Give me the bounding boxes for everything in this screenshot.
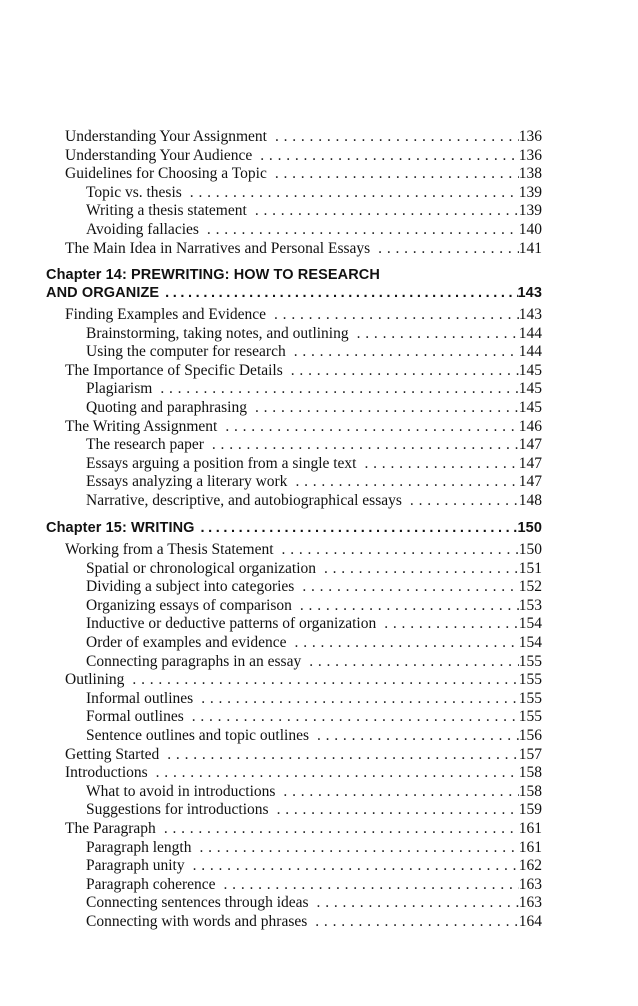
toc-entry[interactable]	[65, 746, 542, 764]
toc-entry[interactable]	[86, 783, 542, 801]
toc-entry-page-number: 152	[518, 578, 542, 596]
toc-entry-title: Quoting and paraphrasing	[86, 399, 247, 416]
dot-leader	[216, 876, 519, 894]
toc-entry-title: Organizing essays of comparison	[86, 596, 292, 614]
toc-entry-title: Paragraph coherence	[86, 875, 216, 893]
toc-entry-title: The research paper	[86, 436, 204, 454]
toc-entry-page-number: 161	[518, 838, 542, 856]
dot-leader	[269, 801, 519, 819]
toc-entry-title: Informal outlines	[86, 689, 194, 707]
dot-leader	[349, 325, 519, 343]
toc-entry-title: Essays arguing a position from a single text	[86, 454, 357, 472]
chapter-14-title-line-1	[46, 266, 542, 284]
toc-entry-page-number: 158	[518, 782, 542, 800]
dot-leader	[376, 615, 519, 633]
toc-entry-title: What to avoid in introductions	[86, 782, 276, 800]
toc-entry[interactable]	[86, 857, 542, 875]
toc-entry-title: Writing a thesis statement	[86, 202, 247, 220]
toc-entry[interactable]	[65, 240, 542, 258]
toc-entry[interactable]	[65, 165, 542, 183]
dot-leader	[204, 436, 519, 454]
dot-leader	[267, 165, 519, 183]
chapter-15-title-line	[46, 519, 542, 537]
dot-leader	[309, 727, 519, 745]
toc-entry[interactable]	[86, 597, 542, 615]
toc-entry-title: Suggestions for introductions	[86, 801, 269, 819]
toc-entry[interactable]	[86, 615, 542, 633]
toc-entry-page-number: 151	[518, 559, 542, 577]
toc-entry[interactable]	[86, 343, 542, 361]
toc-entry-page-number: 136	[518, 128, 542, 145]
dot-leader	[286, 343, 519, 361]
toc-entry-title: Guidelines for Choosing a Topic	[65, 165, 267, 183]
toc-entry[interactable]	[65, 147, 542, 165]
dot-leader	[294, 578, 518, 596]
toc-entry-title: Introductions	[65, 764, 148, 782]
toc-entry-page-number: 155	[518, 689, 542, 707]
dot-leader	[402, 492, 519, 510]
toc-entry-page-number: 153	[518, 596, 542, 614]
dot-leader	[357, 455, 519, 473]
dot-leader	[247, 399, 519, 417]
toc-entry-page-number: 148	[518, 492, 542, 509]
toc-entry-page-number: 141	[518, 239, 542, 257]
chapter-15-heading[interactable]	[46, 519, 542, 537]
toc-entry-title: Connecting with words and phrases	[86, 913, 308, 930]
dot-leader	[148, 764, 519, 782]
toc-entry[interactable]	[86, 690, 542, 708]
toc-entry-title: Using the computer for research	[86, 343, 286, 361]
toc-entry[interactable]	[86, 221, 542, 239]
toc-entry-title: Narrative, descriptive, and autobiographical essays	[86, 492, 402, 509]
toc-entry[interactable]	[86, 634, 542, 652]
toc-entry[interactable]	[86, 839, 542, 857]
toc-entry[interactable]	[86, 894, 542, 912]
toc-entry-page-number: 138	[518, 165, 542, 183]
dot-leader	[307, 913, 518, 931]
dot-leader	[267, 128, 519, 146]
toc-entry-page-number: 145	[518, 399, 542, 416]
toc-entry-title: Essays analyzing a literary work	[86, 473, 288, 491]
dot-leader	[193, 690, 519, 708]
dot-leader	[195, 519, 518, 537]
dot-leader	[184, 708, 519, 726]
toc-entry-page-number: 155	[518, 708, 542, 726]
toc-entry-page-number: 155	[518, 671, 542, 689]
dot-leader	[309, 894, 519, 912]
toc-entry-title: Sentence outlines and topic outlines	[86, 727, 309, 744]
toc-entry-page-number: 146	[518, 417, 542, 435]
dot-leader	[370, 240, 519, 258]
toc-entry[interactable]	[65, 541, 542, 559]
chapter-14-heading[interactable]	[46, 266, 542, 302]
toc-entry-page-number: 164	[518, 913, 542, 930]
toc-entry-title: Paragraph length	[86, 838, 192, 856]
dot-leader	[287, 473, 518, 491]
toc-entry-title: Getting Started	[65, 745, 160, 763]
toc-entry[interactable]	[86, 473, 542, 491]
toc-entry[interactable]	[86, 325, 542, 343]
toc-entry-title: Order of examples and evidence	[86, 634, 287, 651]
toc-entry-title: Understanding Your Audience	[65, 146, 253, 164]
toc-entry[interactable]	[86, 653, 542, 671]
toc-entry[interactable]	[65, 128, 542, 146]
toc-entry[interactable]	[86, 560, 542, 578]
dot-leader	[287, 634, 519, 652]
toc-entry-page-number: 147	[518, 454, 542, 472]
toc-entry-page-number: 145	[518, 380, 542, 398]
toc-entry[interactable]	[86, 184, 542, 202]
dot-leader	[217, 418, 518, 436]
toc-entry[interactable]	[65, 820, 542, 838]
dot-leader	[247, 202, 519, 220]
chapter-14-title-line-2	[46, 284, 542, 302]
chapter-14-page-number: 143	[517, 285, 542, 301]
toc-entry-page-number: 147	[518, 436, 542, 454]
toc-entry[interactable]	[65, 418, 542, 436]
dot-leader	[275, 783, 518, 801]
toc-entry-page-number: 136	[518, 146, 542, 164]
toc-entry-page-number: 144	[518, 343, 542, 361]
toc-entry-page-number: 161	[518, 820, 542, 837]
toc-entry[interactable]	[86, 380, 542, 398]
dot-leader	[159, 746, 518, 764]
toc-entry-page-number: 154	[518, 634, 542, 651]
toc-entry-title: Paragraph unity	[86, 857, 185, 875]
toc-entry-page-number: 139	[518, 202, 542, 220]
dot-leader	[199, 221, 519, 239]
toc-entry-title: Formal outlines	[86, 708, 184, 726]
toc-entry-title: Finding Examples and Evidence	[65, 306, 267, 323]
toc-entry-page-number: 144	[518, 324, 542, 342]
toc-entry[interactable]	[86, 202, 542, 220]
toc-entry-page-number: 145	[518, 361, 542, 379]
toc-entry-title: Working from a Thesis Statement	[65, 541, 274, 558]
toc-entry-page-number: 162	[518, 857, 542, 875]
toc-entry[interactable]	[65, 306, 542, 324]
toc-entry-page-number: 158	[518, 764, 542, 782]
toc-entry-title: Understanding Your Assignment	[65, 128, 267, 145]
toc-entry[interactable]	[65, 764, 542, 782]
toc-entry-title: The Paragraph	[65, 820, 156, 837]
toc-entry[interactable]	[86, 492, 542, 510]
toc-entry-page-number: 150	[518, 541, 542, 558]
toc-entry-page-number: 163	[518, 875, 542, 893]
toc-entry-page-number: 147	[518, 473, 542, 491]
dot-leader	[182, 184, 519, 202]
toc-entry-title: Brainstorming, taking notes, and outlining	[86, 324, 349, 342]
dot-leader	[185, 857, 519, 875]
toc-entry-title: Outlining	[65, 671, 125, 689]
dot-leader	[156, 820, 519, 838]
toc-entry-title: The Importance of Specific Details	[65, 361, 283, 379]
dot-leader	[316, 560, 519, 578]
toc-entry-title: Plagiarism	[86, 380, 153, 398]
toc-entry[interactable]	[86, 455, 542, 473]
dot-leader	[152, 380, 518, 398]
toc-entry-page-number: 159	[518, 801, 542, 819]
toc-entry-page-number: 140	[518, 221, 542, 238]
toc-entry[interactable]	[86, 436, 542, 454]
toc-entry[interactable]	[86, 708, 542, 726]
chapter-14-title-text-continued: AND ORGANIZE	[46, 285, 160, 301]
toc-entry-title: Topic vs. thesis	[86, 183, 182, 201]
toc-entry-page-number: 154	[518, 615, 542, 633]
toc-entry-title: Dividing a subject into categories	[86, 578, 295, 596]
toc-entry-page-number: 143	[518, 306, 542, 323]
toc-entry-page-number: 156	[518, 727, 542, 744]
toc-entry-title: The Main Idea in Narratives and Personal Essays	[65, 239, 371, 257]
dot-leader	[301, 653, 519, 671]
dot-leader	[191, 839, 518, 857]
toc-entry-title: Connecting sentences through ideas	[86, 894, 309, 912]
toc-entry-title: The Writing Assignment	[65, 417, 218, 435]
toc-entry[interactable]	[86, 801, 542, 819]
chapter-15-page-number: 150	[517, 520, 542, 536]
toc-entry[interactable]	[65, 671, 542, 689]
dot-leader	[274, 541, 519, 559]
chapter-14-title-text: Chapter 14: PREWRITING: HOW TO RESEARCH	[46, 267, 380, 283]
dot-leader	[292, 597, 519, 615]
toc-entry-title: Spatial or chronological organization	[86, 559, 316, 577]
dot-leader	[252, 147, 518, 165]
toc-entry[interactable]	[86, 578, 542, 596]
toc-entry[interactable]	[86, 876, 542, 894]
toc-entry-page-number: 155	[518, 652, 542, 670]
toc-entry-title: Avoiding fallacies	[86, 221, 199, 238]
toc-entry-title: Inductive or deductive patterns of organization	[86, 615, 377, 633]
toc-entry-page-number: 163	[518, 894, 542, 912]
dot-leader	[283, 362, 519, 380]
dot-leader	[159, 284, 517, 302]
dot-leader	[266, 306, 519, 324]
toc-entry-page-number: 139	[518, 183, 542, 201]
dot-leader	[124, 671, 518, 689]
toc-entry[interactable]	[65, 362, 542, 380]
toc-entry-page-number: 157	[518, 745, 542, 763]
chapter-15-title-text: Chapter 15: WRITING	[46, 520, 195, 536]
toc-entry[interactable]	[86, 399, 542, 417]
toc-entry[interactable]	[86, 727, 542, 745]
toc-entry[interactable]	[86, 913, 542, 931]
toc-entry-title: Connecting paragraphs in an essay	[86, 652, 302, 670]
